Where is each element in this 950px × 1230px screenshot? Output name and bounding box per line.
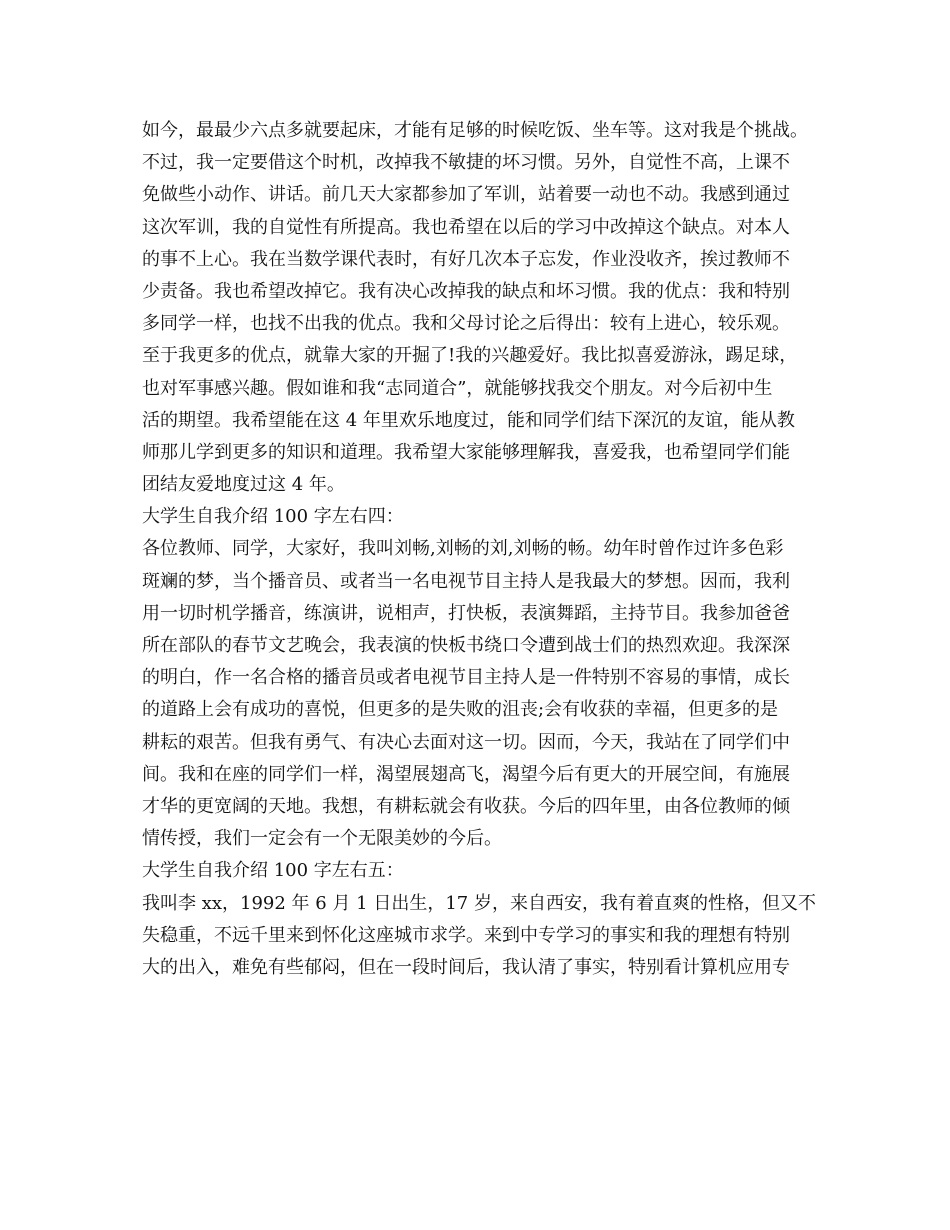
section-heading: 大学生自我介绍 100 字左右五： xyxy=(142,860,404,882)
paragraph-line: 至于我更多的优点，就靠大家的开掘了!我的兴趣爱好。我比拟喜爱游泳，踢足球， xyxy=(142,345,798,367)
paragraph-line: 所在部队的春节文艺晚会，我表演的快板书绕口令遭到战士们的热烈欢迎。我深深 xyxy=(142,635,790,656)
paragraph-line: 活的期望。我希望能在这 4 年里欢乐地度过，能和同学们结下深沉的友谊，能从教 xyxy=(142,409,795,431)
paragraph-line: 如今，最最少六点多就要起床，才能有足够的时候吃饭、坐车等。这对我是个挑战。 xyxy=(142,120,808,141)
paragraph-line: 少责备。我也希望改掉它。我有决心改掉我的缺点和坏习惯。我的优点：我和特别 xyxy=(142,280,790,302)
paragraph-line: 的道路上会有成功的喜悦，但更多的是失败的沮丧;会有收获的幸福，但更多的是 xyxy=(142,699,779,721)
paragraph-line: 我叫李 xx，1992 年 6 月 1 日出生，17 岁，来自西安，我有着直爽的性格，但又不 xyxy=(142,892,816,914)
paragraph-line: 情传授，我们一定会有一个无限美妙的今后。 xyxy=(142,828,502,850)
section-heading: 大学生自我介绍 100 字左右四： xyxy=(142,506,404,528)
paragraph-line: 师那儿学到更多的知识和道理。我希望大家能够理解我，喜爱我，也希望同学们能 xyxy=(142,441,790,463)
paragraph-line: 免做些小动作、讲话。前几天大家都参加了军训，站着要一动也不动。我感到通过 xyxy=(142,184,790,206)
paragraph-line: 这次军训，我的自觉性有所提高。我也希望在以后的学习中改掉这个缺点。对本人 xyxy=(142,216,790,238)
paragraph-line: 失稳重，不远千里来到怀化这座城市求学。来到中专学习的事实和我的理想有特别 xyxy=(142,924,790,946)
paragraph-line: 的事不上心。我在当数学课代表时，有好几次本子忘发，作业没收齐，挨过教师不 xyxy=(142,248,790,270)
paragraph-line: 多同学一样，也找不出我的优点。我和父母讨论之后得出：较有上进心，较乐观。 xyxy=(142,313,790,335)
paragraph-line: 用一切时机学播音，练演讲，说相声，打快板，表演舞蹈，主持节目。我参加爸爸 xyxy=(142,602,790,624)
paragraph-line: 耕耘的艰苦。但我有勇气、有决心去面对这一切。因而，今天，我站在了同学们中 xyxy=(142,731,790,753)
paragraph-line: 的明白，作一名合格的播音员或者电视节目主持人是一件特别不容易的事情，成长 xyxy=(142,667,790,689)
paragraph-line: 团结友爱地度过这 4 年。 xyxy=(142,474,345,496)
paragraph-line: 各位教师、同学，大家好，我叫刘畅,刘畅的刘,刘畅的畅。幼年时曾作过许多色彩 xyxy=(142,538,784,560)
paragraph-line: 才华的更宽阔的天地。我想，有耕耘就会有收获。今后的四年里，由各位教师的倾 xyxy=(142,795,790,817)
paragraph-line: 间。我和在座的同学们一样，渴望展翅高飞，渴望今后有更大的开展空间，有施展 xyxy=(142,763,790,785)
paragraph-line: 大的出入，难免有些郁闷，但在一段时间后，我认清了事实，特别看计算机应用专 xyxy=(142,956,790,978)
paragraph-line: 也对军事感兴趣。假如谁和我“志同道合”，就能够找我交个朋友。对今后初中生 xyxy=(142,377,773,399)
document-body xyxy=(142,115,822,984)
paragraph-line: 斑斓的梦，当个播音员、或者当一名电视节目主持人是我最大的梦想。因而，我利 xyxy=(142,570,790,592)
paragraph-line: 不过，我一定要借这个时机，改掉我不敏捷的坏习惯。另外，自觉性不高，上课不 xyxy=(142,152,790,174)
